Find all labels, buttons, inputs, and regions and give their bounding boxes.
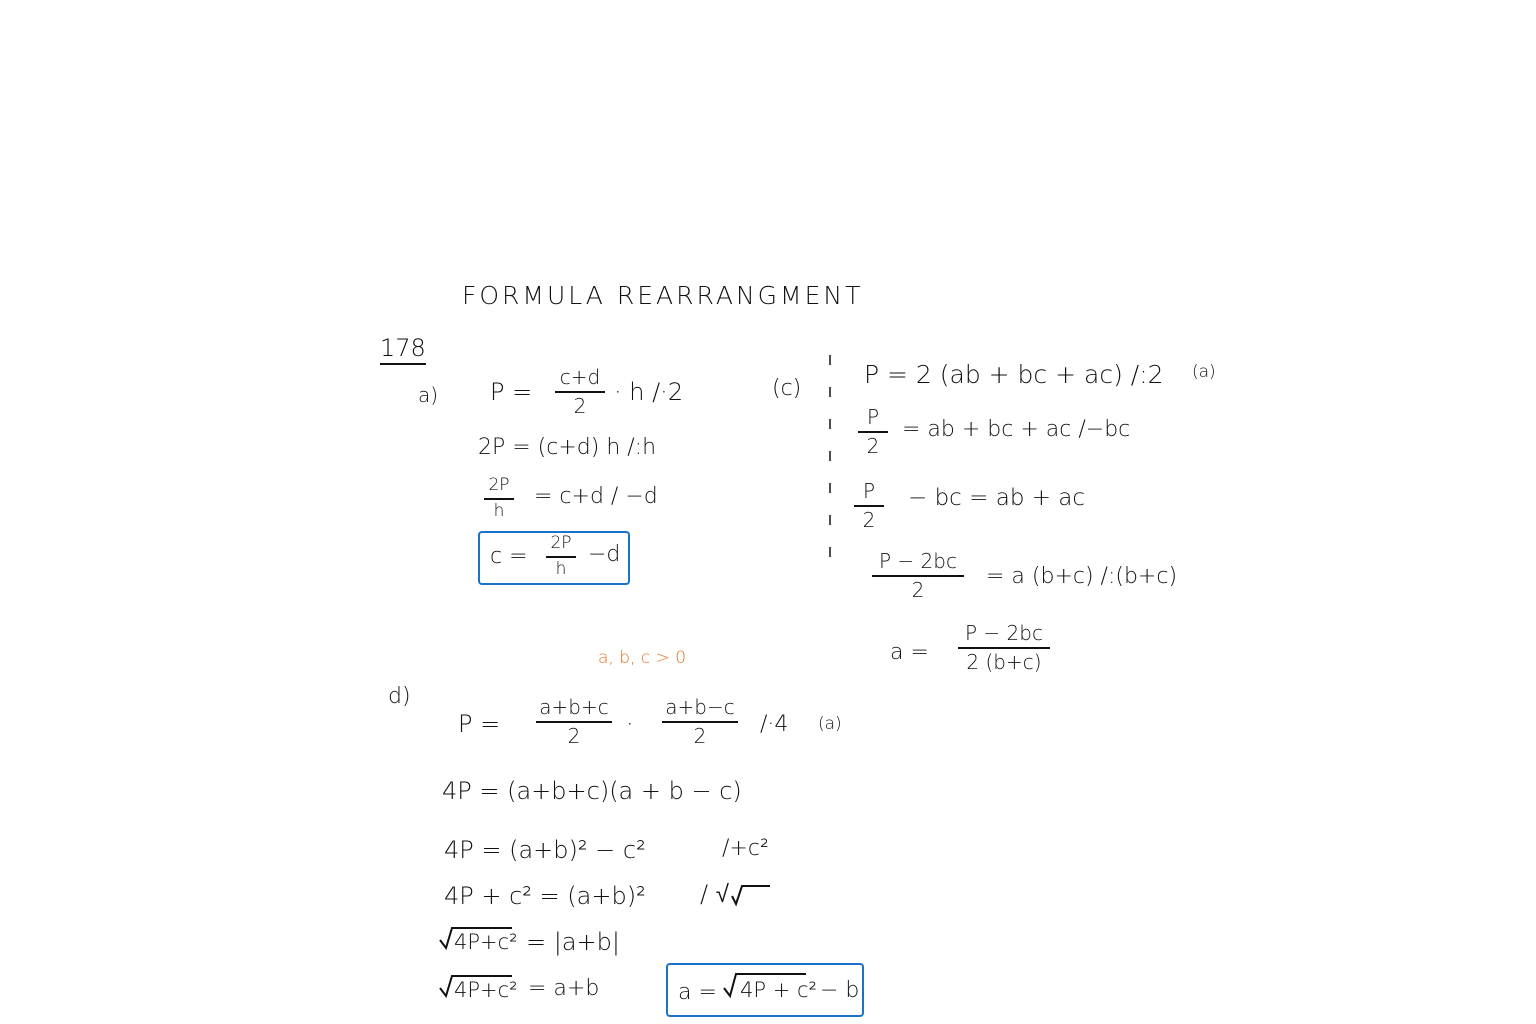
fraction-denominator: 2 xyxy=(862,508,876,532)
fraction-denominator: 2 xyxy=(573,394,587,418)
fraction-denominator: 2 xyxy=(693,724,707,748)
part-d-line1-lhs: P = xyxy=(458,710,501,738)
part-d-line1-dot: · xyxy=(626,710,634,738)
fraction-denominator: h xyxy=(555,558,567,579)
radical-sign-line5 xyxy=(440,928,512,948)
problem-number: 178 xyxy=(380,336,426,365)
fraction-numerator: P − 2bc xyxy=(879,549,957,573)
part-d-line6-radicand: 4P+c² xyxy=(454,978,518,1002)
fraction-numerator: a+b+c xyxy=(539,695,609,719)
part-c-line1-note: (a) xyxy=(1192,362,1216,382)
fraction-numerator: P xyxy=(866,405,880,429)
part-d-result-rest: − b xyxy=(820,978,860,1003)
part-c-line3-rest: − bc = ab + ac xyxy=(908,485,1086,511)
part-a-result-lhs: c = xyxy=(490,544,528,569)
radical-sign-operation xyxy=(732,886,770,904)
part-a-line1-rest: · h /·2 xyxy=(614,378,684,406)
fraction-numerator: c+d xyxy=(559,365,601,389)
part-d-line4-op: / √ xyxy=(700,880,729,908)
part-d-line3-op: /+c² xyxy=(722,836,769,861)
radical-sign-line6 xyxy=(440,976,512,996)
part-a-line2: 2P = (c+d) h /:h xyxy=(478,435,657,460)
part-d-result-radicand: 4P + c² xyxy=(740,978,817,1002)
condition-note: a, b, c > 0 xyxy=(598,648,687,668)
part-d-line3: 4P = (a+b)² − c² xyxy=(444,836,646,864)
part-d-line1-note: (a) xyxy=(818,714,842,734)
part-c-line1: P = 2 (ab + bc + ac) /:2 xyxy=(864,360,1164,389)
part-d-line5-radicand: 4P+c² xyxy=(454,930,518,954)
part-a-line3-rest: = c+d / −d xyxy=(534,484,658,509)
radical-sign-result xyxy=(724,974,806,996)
fraction-denominator: 2 xyxy=(866,434,880,458)
part-a-line1-lhs: P = xyxy=(490,378,533,406)
part-c-line5-lhs: a = xyxy=(890,640,929,665)
fraction-numerator: 2P xyxy=(550,533,572,553)
fraction-numerator: a+b−c xyxy=(665,695,735,719)
part-d-line5-rest: = |a+b| xyxy=(526,928,620,956)
fraction-numerator: P xyxy=(862,479,876,503)
fraction-numerator: P − 2bc xyxy=(965,621,1043,645)
fraction-denominator: 2 (b+c) xyxy=(966,650,1042,674)
part-a-label: a) xyxy=(418,383,439,407)
part-d-line4: 4P + c² = (a+b)² xyxy=(444,882,646,910)
part-d-line6-rest: = a+b xyxy=(528,976,600,1001)
part-d-line1-rest: /·4 xyxy=(760,712,789,737)
part-d-line2: 4P = (a+b+c)(a + b − c) xyxy=(442,777,742,805)
part-d-result-lhs: a = xyxy=(678,980,717,1005)
fraction-denominator: 2 xyxy=(911,578,925,602)
fraction-denominator: 2 xyxy=(567,724,581,748)
fraction-numerator: 2P xyxy=(488,475,510,495)
part-a-result-rest: −d xyxy=(588,542,621,567)
part-c-line4-rest: = a (b+c) /:(b+c) xyxy=(986,564,1178,589)
part-d-label: d) xyxy=(388,684,411,709)
fraction-denominator: h xyxy=(493,500,505,521)
part-c-label: (c) xyxy=(772,376,802,401)
page-title: FORMULA REARRANGMENT xyxy=(462,281,864,310)
part-c-line2-rest: = ab + bc + ac /−bc xyxy=(902,417,1131,442)
